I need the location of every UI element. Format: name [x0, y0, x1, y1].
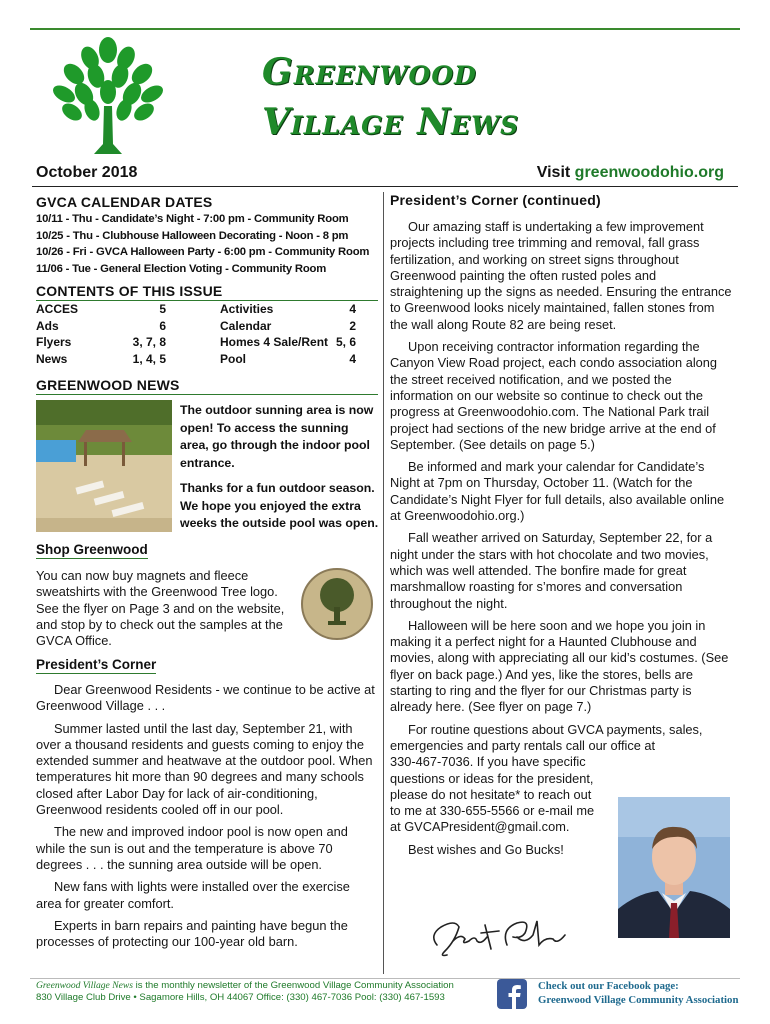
- pool-caption-text: Thanks for a fun outdoor season. We hope you enjoyed the extra weeks the outside pool was open.: [180, 481, 379, 530]
- signature-image: [425, 905, 580, 963]
- calendar-list: [36, 211, 378, 277]
- tree-logo-icon: [52, 36, 164, 158]
- paragraph: Experts in barn repairs and painting have begun the processes of protecting our 100-year old barn.: [36, 917, 348, 950]
- column-divider: [383, 192, 384, 974]
- facebook-icon[interactable]: [497, 979, 527, 1009]
- contents-topic: Ads: [36, 318, 59, 333]
- paragraph: New fans with lights were installed over the exercise area for greater comfort.: [36, 879, 350, 911]
- news-heading: GREENWOOD NEWS: [36, 377, 378, 395]
- contents-row: [36, 318, 366, 335]
- paragraph: Our amazing staff is undertaking a few improvement projects including tree trimming and removal, fall grass fertilization, and working on street signs throughout Greenwood painting the often rusted poles and straightening up the signs as needed. Ensuring the entrance to Greenwood looks nicely maintained, fallen stones from the wall along Route 82 are being reset.: [390, 219, 732, 332]
- paragraph: Dear Greenwood Residents - we continue to be active at Greenwood Village . . .: [36, 682, 375, 714]
- contents-row: [36, 334, 366, 351]
- contents-topic: Activities: [220, 302, 274, 316]
- footer-description: is the monthly newsletter of the Greenwood Village Community Association: [133, 980, 454, 991]
- footer-address: 830 Village Club Drive • Sagamore Hills, OH 44067 Office: (330) 467-7036 Pool: (330) 467-1593: [36, 992, 445, 1003]
- contents-row: [36, 351, 366, 368]
- contents-topic: Flyers: [36, 335, 72, 349]
- calendar-item: 10/11 - Thu - Candidate’s Night - 7:00 pm - Community Room: [36, 213, 349, 225]
- presidents-corner-continued-heading: President’s Corner (continued): [390, 192, 601, 208]
- visit-label: Visit: [536, 164, 575, 181]
- contents-topic: ACCES: [36, 302, 79, 316]
- shop-heading: Shop Greenwood: [36, 542, 148, 557]
- routine-line: questions or ideas for the president,: [390, 770, 594, 786]
- presidents-corner-continued-body: [390, 219, 732, 864]
- paragraph: For routine questions about GVCA payments, sales, emergencies and party rentals call our office at: [390, 721, 703, 753]
- contents-page: 6: [159, 318, 166, 333]
- footer-newsletter-name: Greenwood Village News: [36, 980, 133, 991]
- contents-topic: Calendar: [220, 318, 272, 333]
- facebook-promo-line: Check out our Facebook page:: [538, 980, 679, 992]
- contents-table: [36, 301, 366, 367]
- issue-date: October 2018: [36, 164, 138, 181]
- routine-line: at GVCAPresident@gmail.com.: [390, 819, 570, 835]
- calendar-item: 10/26 - Fri - GVCA Halloween Party - 6:00 pm - Community Room: [36, 246, 370, 258]
- contents-topic: Pool: [220, 351, 246, 366]
- presidents-corner-body: [36, 682, 378, 956]
- paragraph: Halloween will be here soon and we hope you join in making it a perfect night for a Haunted Clubhouse and movies, along with appreciating all our kid’s costumes. (See flyer on back page.) And yes, like the stores, bells are starting to ring and the flyer for our Christmas party is already here. (See flyer on page 7.): [390, 617, 729, 715]
- routine-line: 330-467-7036. If you have specific: [390, 754, 586, 770]
- contents-page: 2: [349, 318, 356, 333]
- contents-page: 4: [349, 302, 356, 316]
- calendar-item: 10/25 - Thu - Clubhouse Halloween Decorating - Noon - 8 pm: [36, 229, 349, 242]
- paragraph: Fall weather arrived on Saturday, September 22, for a night under the stars with hot chocolate and two movies, which was well attended. The bonfire made for great marshmallow roasting for s’mores and conversation throughout the night.: [390, 530, 713, 611]
- pool-caption-text: The outdoor sunning area is now open! To access the sunning area, go through the indoor pool entrance.: [180, 403, 374, 470]
- contents-row: [36, 301, 366, 318]
- contents-page: 3, 7, 8: [132, 335, 166, 349]
- header-rule: [32, 186, 738, 187]
- presidents-corner-heading: President’s Corner: [36, 657, 157, 672]
- top-rule: [30, 28, 740, 30]
- contents-page: 5: [159, 302, 166, 316]
- contents-page: 1, 4, 5: [132, 351, 166, 366]
- routine-line: please do not hesitate* to reach out: [390, 786, 592, 802]
- tree-magnet-image: [300, 567, 374, 641]
- paragraph: Summer lasted until the last day, September 21, with over a thousand residents and guests coming to enjoy the extended summer and heatwave at the outdoor pool. When temperatures hit more than 90 degrees and many schools closed after Labor Day for lack of air-conditioning, Greenwood residents cooled off in our pool.: [36, 720, 373, 818]
- masthead-title-line2: Village News: [262, 101, 520, 143]
- facebook-promo: [538, 979, 758, 1007]
- paragraph: The new and improved indoor pool is now open and while the sun is out and the temperature is above 70 degrees . . . the sunning area outside will be open.: [36, 824, 348, 872]
- masthead-title-line1: Greenwood: [262, 51, 477, 93]
- visit-website: [537, 164, 724, 182]
- website-link[interactable]: greenwoodohio.org: [574, 164, 724, 181]
- contents-page: 4: [349, 351, 356, 366]
- paragraph: Upon receiving contractor information regarding the Canyon View Road project, each condo association along the street received notification, and we posted the information on our website so continue to check out the progress at Greenwoodohio.com. The National Park trail project had sections of the new bridge arrive at the end of September. (See details on page 5.): [390, 339, 718, 452]
- routine-line: to me at 330-655-5566 or e-mail me: [390, 803, 595, 819]
- contents-topic: Homes 4 Sale/Rent: [220, 335, 329, 349]
- contents-page: 5, 6: [335, 335, 356, 349]
- calendar-item: 11/06 - Tue - General Election Voting - Community Room: [36, 262, 327, 275]
- closing-line: Best wishes and Go Bucks!: [408, 841, 564, 857]
- facebook-page-name[interactable]: Greenwood Village Community Association: [538, 994, 739, 1006]
- paragraph: Be informed and mark your calendar for Candidate’s Night at 7pm on Thursday, October 11. (Watch for the Candidate’s Night Flyer for full details, also available online at Greenwoodohio.org.): [390, 459, 725, 524]
- contents-topic: News: [36, 351, 68, 366]
- contents-heading: CONTENTS OF THIS ISSUE: [36, 283, 378, 301]
- footer-masthead: [36, 980, 496, 1004]
- shop-text: You can now buy magnets and fleece sweatshirts with the Greenwood Tree logo. See the flyer on Page 3 and on the website, and stop by to check out the samples at the GVCA Office.: [36, 568, 285, 649]
- pool-photo-image: [36, 400, 172, 532]
- calendar-heading: GVCA CALENDAR DATES: [36, 194, 213, 210]
- pool-caption: [180, 402, 380, 541]
- president-photo-image: [618, 797, 730, 938]
